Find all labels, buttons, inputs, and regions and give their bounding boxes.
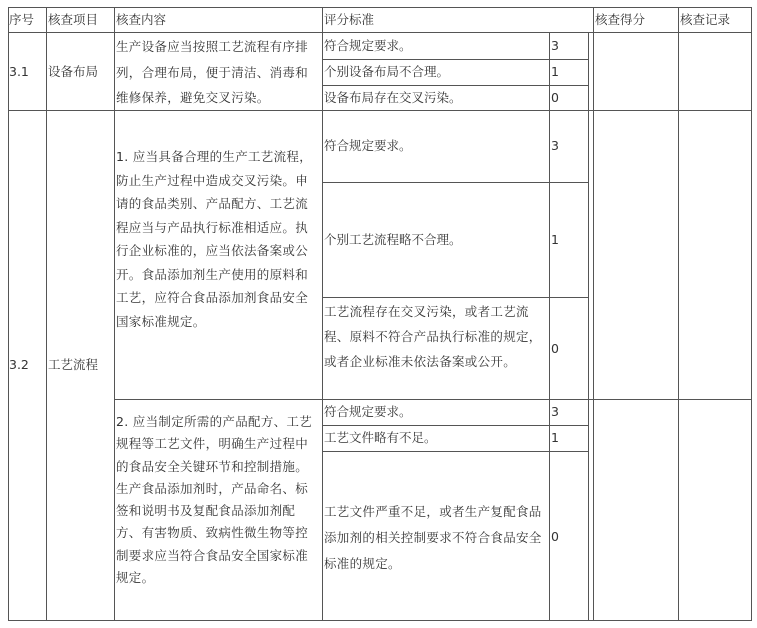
- criteria-text: 工艺文件略有不足。: [324, 430, 437, 445]
- criteria-text: 工艺流程存在交叉污染，或者工艺流程、原料不符合产品执行标准的规定，或者企业标准未依法备案或公开。: [324, 304, 542, 369]
- criteria-score: 0: [551, 529, 559, 544]
- row-seq: 3.2: [9, 357, 29, 372]
- criteria-score: 3: [551, 138, 559, 153]
- row-content: 1. 应当具备合理的生产工艺流程，防止生产过程中造成交叉污染。申请的食品类别、产品配方、工艺流程应当与产品执行标准相适应。执行企业标准的，应当依法备案或公开。食品添加剂生产使用的原料和工艺，应符合食品添加剂食品安全国家标准规定。: [116, 149, 313, 329]
- header-score: 核查得分: [595, 12, 646, 27]
- header-record: 核查记录: [680, 12, 731, 27]
- row-item: 设备布局: [48, 64, 99, 79]
- row-item: 工艺流程: [48, 357, 99, 372]
- border-r32-split: [114, 399, 752, 400]
- criteria-score: 1: [551, 64, 559, 79]
- criteria-text: 个别设备布局不合理。: [324, 64, 450, 79]
- border-col-score: [593, 7, 594, 621]
- criteria-score: 1: [551, 430, 559, 445]
- border-col-subscore: [549, 33, 550, 621]
- border-bottom: [8, 620, 752, 621]
- criteria-text: 设备布局存在交叉污染。: [324, 90, 462, 105]
- header-seq: 序号: [9, 12, 35, 27]
- criteria-score: 1: [551, 232, 559, 247]
- border-right: [751, 7, 752, 621]
- row-content: 生产设备应当按照工艺流程有序排列，合理布局，便于清洁、消毒和维修保养，避免交叉污染。: [116, 39, 309, 105]
- border-col-subscore-right: [588, 33, 589, 621]
- header-criteria: 评分标准: [324, 12, 375, 27]
- row-seq: 3.1: [9, 64, 29, 79]
- border-left: [8, 7, 9, 621]
- criteria-score: 3: [551, 38, 559, 53]
- criteria-text: 符合规定要求。: [324, 138, 412, 153]
- header-content: 核查内容: [116, 12, 167, 27]
- border-col-record: [678, 7, 679, 621]
- criteria-score: 0: [551, 90, 559, 105]
- header-item: 核查项目: [48, 12, 99, 27]
- criteria-score: 0: [551, 341, 559, 356]
- criteria-text: 个别工艺流程略不合理。: [324, 232, 462, 247]
- border-col-content: [114, 7, 115, 621]
- border-col-item: [46, 7, 47, 621]
- row-content: 2. 应当制定所需的产品配方、工艺规程等工艺文件，明确生产过程中的食品安全关键环节和控制措施。生产食品添加剂时，产品命名、标签和说明书及复配食品添加剂配方、有害物质、致病性微生物等控制要求应当符合食品安全国家标准规定。: [116, 414, 313, 586]
- criteria-text: 符合规定要求。: [324, 38, 412, 53]
- border-col-criteria: [322, 7, 323, 621]
- criteria-text: 符合规定要求。: [324, 404, 412, 419]
- criteria-text: 工艺文件严重不足，或者生产复配食品添加剂的相关控制要求不符合食品安全标准的规定。: [324, 504, 542, 571]
- criteria-score: 3: [551, 404, 559, 419]
